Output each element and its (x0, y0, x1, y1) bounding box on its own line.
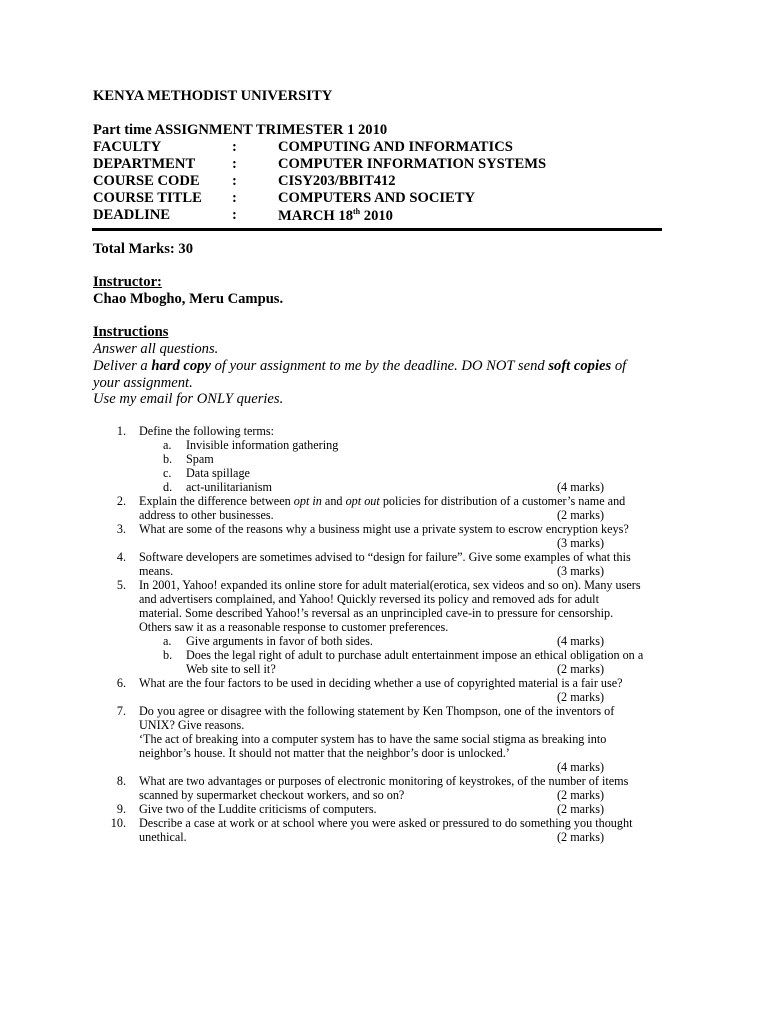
deadline-ordinal: th (353, 207, 361, 216)
header-label: COURSE CODE (93, 173, 200, 189)
question-number: 3. (116, 522, 126, 536)
instruction-emphasis: soft copies (548, 358, 612, 374)
question-text: Do you agree or disagree with the following statement by Ken Thompson, one of the inventors of (139, 704, 615, 718)
instruction-text: Deliver a (93, 358, 152, 374)
question-number: 9. (116, 802, 126, 816)
question-number: 10. (110, 816, 126, 830)
marks-label: (2 marks) (557, 662, 605, 676)
header-colon: : (232, 207, 237, 223)
sub-item-text: Web site to sell it? (186, 662, 276, 676)
deadline-month-day: MARCH 18 (278, 207, 353, 224)
marks-label: (2 marks) (557, 802, 605, 816)
question-text: means. (139, 564, 174, 578)
question-text: scanned by supermarket checkout workers, and so on? (139, 788, 405, 802)
marks-label: (4 marks) (557, 634, 605, 648)
header-label: FACULTY (93, 139, 162, 155)
sub-item-letter: b. (163, 452, 173, 466)
question-text: What are two advantages or purposes of electronic monitoring of keystrokes, of the number of items (139, 774, 629, 788)
question-text: UNIX? Give reasons. (139, 718, 245, 732)
university-name: KENYA METHODIST UNIVERSITY (93, 88, 333, 104)
question-text: Software developers are sometimes advised to “design for failure”. Give some examples of what this (139, 550, 631, 564)
question-segment: and (321, 494, 346, 508)
header-colon: : (232, 173, 237, 189)
header-value: COMPUTER INFORMATION SYSTEMS (278, 156, 547, 172)
header-divider (92, 228, 662, 231)
sub-item-letter: d. (163, 480, 173, 494)
marks-label: (4 marks) (557, 760, 605, 774)
question-text: unethical. (139, 830, 187, 844)
question-text: Others saw it as a reasonable response to customer preferences. (139, 620, 449, 634)
sub-item-letter: b. (163, 648, 173, 662)
instruction-line: Use my email for ONLY queries. (93, 391, 284, 407)
sub-item-letter: a. (163, 634, 172, 648)
marks-label: (2 marks) (557, 690, 605, 704)
sub-item-text: Give arguments in favor of both sides. (186, 634, 373, 648)
sub-item-text: Data spillage (186, 466, 250, 480)
question-text: and advertisers complained, and Yahoo! Quickly reversed its policy and removed ads for adult (139, 592, 599, 606)
header-colon: : (232, 190, 237, 206)
instructor-name: Chao Mbogho, Meru Campus. (93, 291, 284, 307)
marks-label: (4 marks) (557, 480, 605, 494)
question-text: What are some of the reasons why a business might use a private system to escrow encryption keys? (139, 522, 629, 536)
question-quote: neighbor’s house. It should not matter that the neighbor’s door is unlocked.’ (139, 746, 510, 760)
marks-label: (2 marks) (557, 508, 605, 522)
header-label: DEPARTMENT (93, 156, 196, 172)
header-label: COURSE TITLE (93, 190, 202, 206)
question-emphasis: opt in (293, 494, 322, 508)
question-number: 7. (116, 704, 126, 718)
question-number: 4. (116, 550, 126, 564)
question-segment: Explain the difference between (139, 494, 294, 508)
question-text: Define the following terms: (139, 424, 275, 438)
sub-item-text: Spam (186, 452, 214, 466)
marks-label: (3 marks) (557, 564, 605, 578)
instruction-text: of (611, 358, 627, 374)
question-text: material. Some described Yahoo!’s reversal as an unprincipled cave-in to pressure for censorship. (139, 606, 614, 620)
question-number: 1. (116, 424, 126, 438)
instruction-line: Answer all questions. (93, 341, 219, 357)
question-quote: ‘The act of breaking into a computer system has to have the same social stigma as breaking into (139, 732, 607, 746)
header-value: CISY203/BBIT412 (278, 173, 396, 189)
question-text: In 2001, Yahoo! expanded its online store for adult material(erotica, sex videos and so on). Many users (139, 578, 641, 592)
header-colon: : (232, 156, 237, 172)
question-text (139, 494, 625, 508)
marks-label: (2 marks) (557, 830, 605, 844)
question-text: Give two of the Luddite criticisms of computers. (139, 802, 377, 816)
sub-item-text: Invisible information gathering (186, 438, 339, 452)
deadline-year: 2010 (360, 207, 393, 224)
instructor-heading: Instructor: (93, 274, 162, 290)
marks-label: (3 marks) (557, 536, 605, 550)
question-segment: policies for distribution of a customer’s name and (379, 494, 626, 508)
marks-label: (2 marks) (557, 788, 605, 802)
question-text: What are the four factors to be used in deciding whether a use of copyrighted material is a fair use? (139, 676, 623, 690)
sub-item-letter: a. (163, 438, 172, 452)
assignment-title: Part time ASSIGNMENT TRIMESTER 1 2010 (93, 122, 388, 138)
instructions-heading: Instructions (93, 324, 169, 340)
instruction-text: of your assignment to me by the deadline. DO NOT send (210, 358, 549, 374)
instruction-line: your assignment. (93, 375, 193, 391)
header-value (278, 207, 393, 225)
instruction-line (93, 358, 626, 375)
header-colon: : (232, 139, 237, 155)
instruction-emphasis: hard copy (151, 358, 211, 374)
header-value: COMPUTERS AND SOCIETY (278, 190, 476, 206)
question-emphasis: opt out (345, 494, 380, 508)
sub-item-letter: c. (163, 466, 172, 480)
sub-item-text: Does the legal right of adult to purchase adult entertainment impose an ethical obligation on a (186, 648, 644, 662)
question-number: 6. (116, 676, 126, 690)
header-value: COMPUTING AND INFORMATICS (278, 139, 513, 155)
question-text: address to other businesses. (139, 508, 274, 522)
question-number: 5. (116, 578, 126, 592)
question-number: 2. (116, 494, 126, 508)
header-label: DEADLINE (93, 207, 171, 223)
question-number: 8. (116, 774, 126, 788)
question-text: Describe a case at work or at school where you were asked or pressured to do something you thought (139, 816, 633, 830)
sub-item-text: act-unilitarianism (186, 480, 272, 494)
total-marks: Total Marks: 30 (93, 241, 193, 257)
